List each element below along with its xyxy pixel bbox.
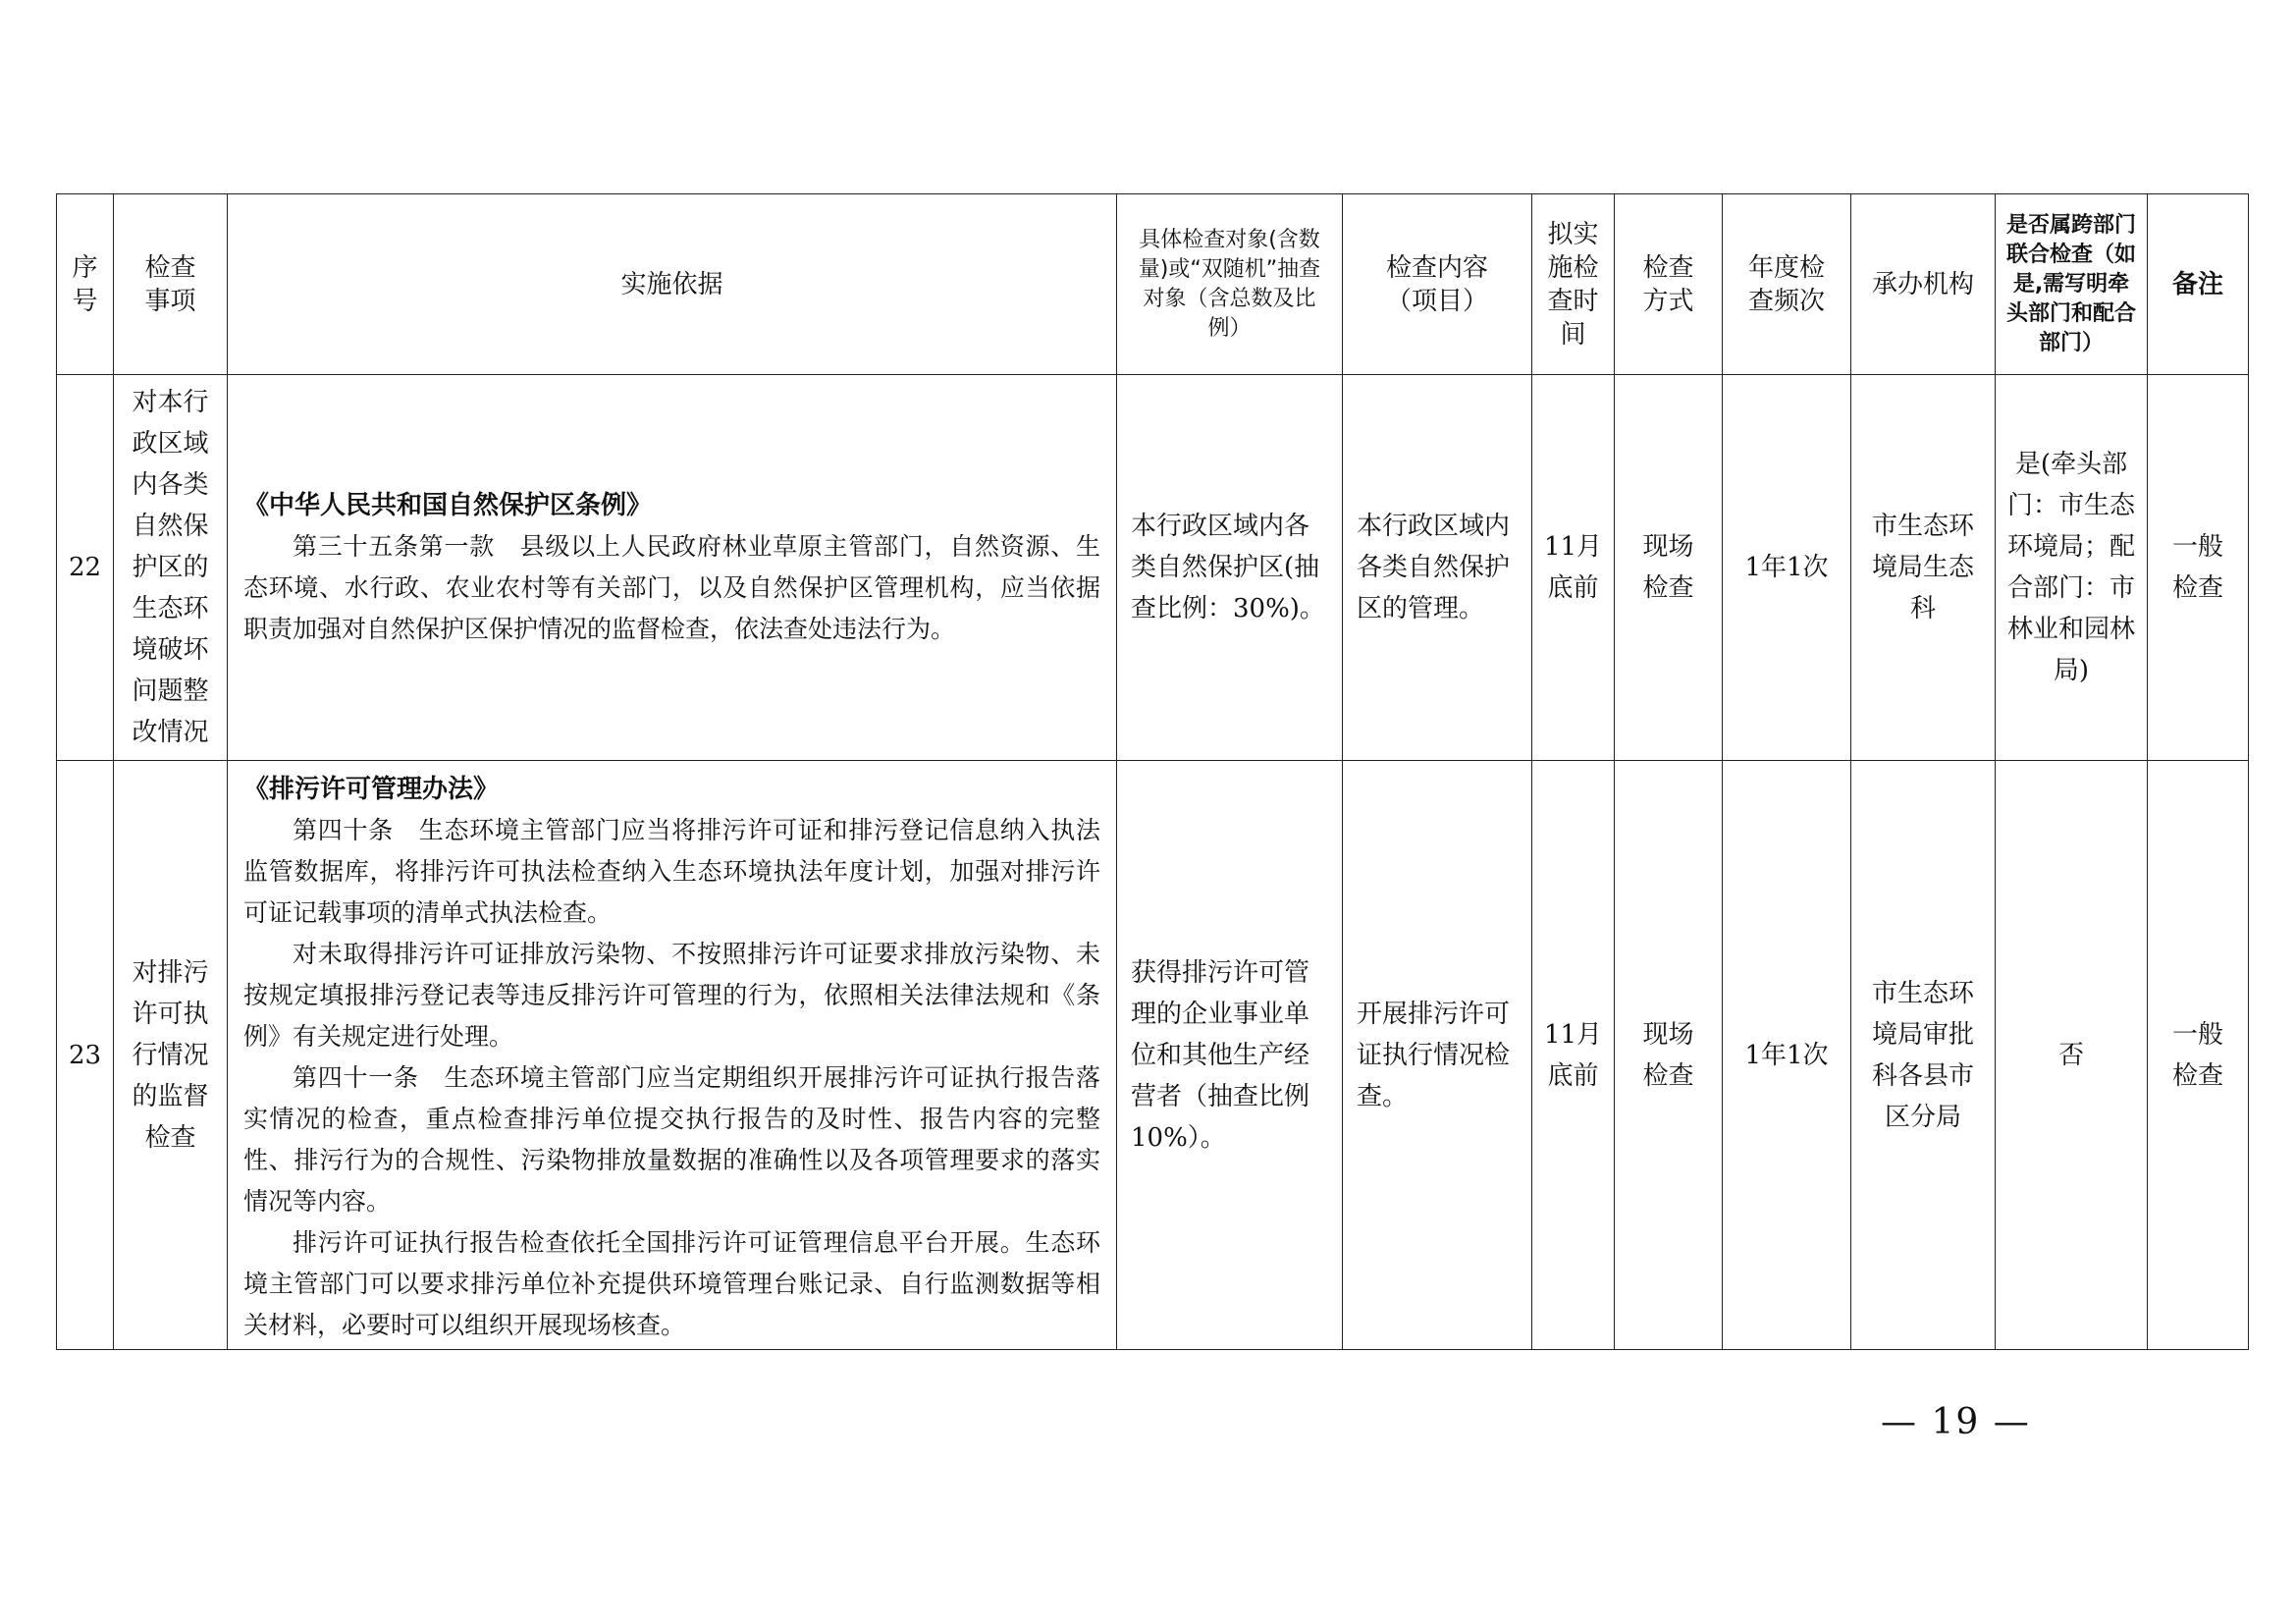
cell-freq: 1年1次 [1723,761,1851,1350]
cell-method: 现场检查 [1615,375,1723,761]
cell-time: 11月底前 [1532,761,1615,1350]
table-row [57,375,2249,761]
header-note: 备注 [2148,194,2249,375]
cell-freq: 1年1次 [1723,375,1851,761]
basis-paragraph: 第三十五条第一款 县级以上人民政府林业草原主管部门，自然资源、生态环境、水行政、农业农村等有关部门，以及自然保护区管理机构，应当依据职责加强对自然保护区保护情况的监督检查，依法查处违法行为。 [243,532,1100,643]
cell-org: 市生态环境局审批科各县市区分局 [1851,761,1996,1350]
basis-law-title: 《排污许可管理办法》 [243,775,500,804]
cell-joint: 否 [1996,761,2148,1350]
header-content: 检查内容（项目） [1343,194,1532,375]
basis-paragraph: 第四十一条 生态环境主管部门应当定期组织开展排污许可证执行报告落实情况的检查，重点检查排污单位提交执行报告的及时性、报告内容的完整性、排污行为的合规性、污染物排放量数据的准确性以及各项管理要求的落实情况等内容。 [243,1063,1100,1216]
cell-item: 对本行政区域内各类自然保护区的生态环境破坏问题整改情况 [114,375,228,761]
cell-item: 对排污许可执行情况的监督检查 [114,761,228,1350]
header-joint: 是否属跨部门联合检查（如是,需写明牵头部门和配合部门） [1996,194,2148,375]
cell-basis [228,375,1117,761]
cell-target: 本行政区域内各类自然保护区(抽查比例：30%)。 [1117,375,1343,761]
cell-method: 现场检查 [1615,761,1723,1350]
header-org: 承办机构 [1851,194,1996,375]
inspection-table-container [56,193,2248,1350]
page-number: — 19 — [1881,1402,2031,1442]
header-method: 检查方式 [1615,194,1723,375]
table-row [57,761,2249,1350]
basis-law-title: 《中华人民共和国自然保护区条例》 [243,491,653,520]
basis-paragraph: 排污许可证执行报告检查依托全国排污许可证管理信息平台开展。生态环境主管部门可以要求排污单位补充提供环境管理台账记录、自行监测数据等相关材料，必要时可以组织开展现场核查。 [243,1228,1100,1339]
cell-content: 本行政区域内各类自然保护区的管理。 [1343,375,1532,761]
basis-paragraph: 对未取得排污许可证排放污染物、不按照排污许可证要求排放污染物、未按规定填报排污登记表等违反排污许可管理的行为，依照相关法律法规和《条例》有关规定进行处理。 [243,940,1100,1051]
cell-note: 一般检查 [2148,375,2249,761]
cell-basis [228,761,1117,1350]
header-time: 拟实施检查时间 [1532,194,1615,375]
inspection-table [56,193,2249,1350]
cell-note: 一般检查 [2148,761,2249,1350]
header-seq: 序号 [57,194,114,375]
header-target: 具体检查对象(含数量)或“双随机”抽查对象（含总数及比例） [1117,194,1343,375]
cell-target: 获得排污许可管理的企业事业单位和其他生产经营者（抽查比例10%）。 [1117,761,1343,1350]
cell-org: 市生态环境局生态科 [1851,375,1996,761]
cell-joint: 是(牵头部门：市生态环境局；配合部门：市林业和园林局) [1996,375,2148,761]
header-item: 检查事项 [114,194,228,375]
cell-seq: 23 [57,761,114,1350]
cell-seq: 22 [57,375,114,761]
header-row [57,194,2249,375]
header-basis: 实施依据 [228,194,1117,375]
basis-paragraph: 第四十条 生态环境主管部门应当将排污许可证和排污登记信息纳入执法监管数据库，将排污许可执法检查纳入生态环境执法年度计划，加强对排污许可证记载事项的清单式执法检查。 [243,816,1100,927]
cell-content: 开展排污许可证执行情况检查。 [1343,761,1532,1350]
cell-time: 11月底前 [1532,375,1615,761]
header-freq: 年度检查频次 [1723,194,1851,375]
